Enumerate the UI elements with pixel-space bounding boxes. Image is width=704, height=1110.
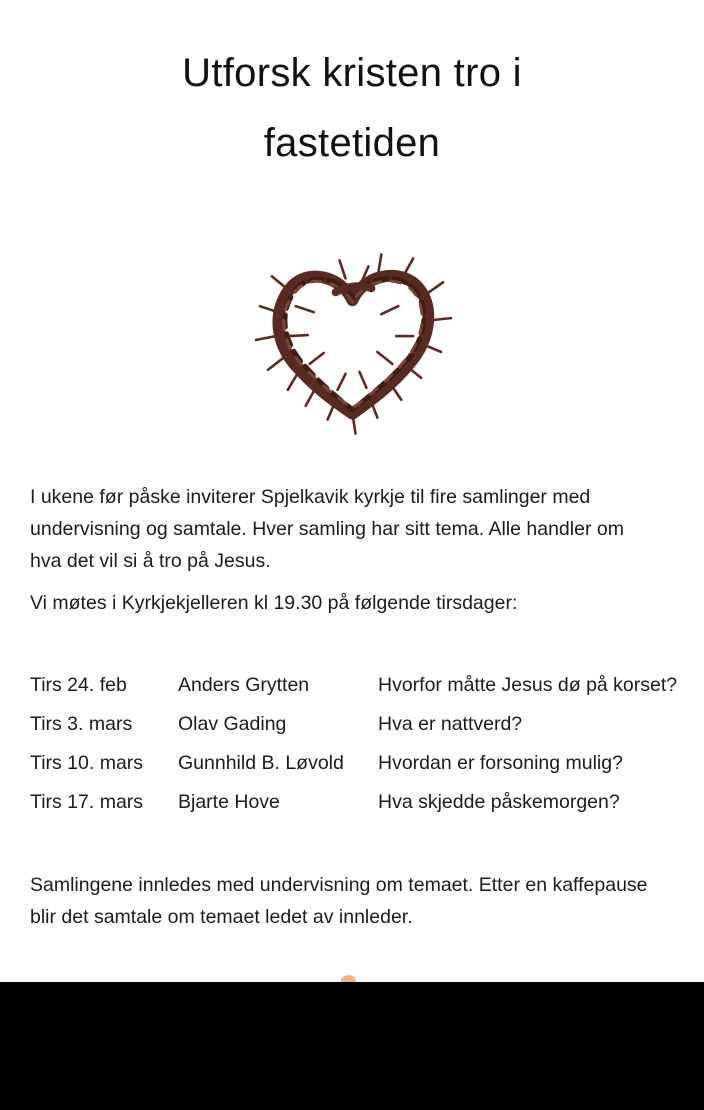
heart-of-thorns-svg	[250, 248, 455, 440]
schedule-topic: Hvorfor måtte Jesus dø på korset?	[378, 674, 678, 696]
page-title	[0, 38, 704, 178]
schedule-speaker: Bjarte Hove	[178, 791, 280, 813]
intro-paragraph: I ukene før påske inviterer Spjelkavik kyrkje til fire samlinger med undervisning og samtale. Hver samling har sitt tema. Alle handler om hva det vil si å tro på Jesus.	[30, 486, 624, 572]
heart-of-thorns-image	[250, 248, 455, 440]
schedule-topic: Hva skjedde påskemorgen?	[378, 791, 620, 813]
schedule-speaker: Anders Grytten	[178, 674, 310, 696]
schedule-date: Tirs 3. mars	[30, 713, 133, 735]
schedule-speaker: Gunnhild B. Løvold	[178, 752, 344, 774]
footer-black-bar	[0, 982, 704, 1110]
outro-paragraph: Samlingene innledes med undervisning om temaet. Etter en kaffepause blir det samtale om temaet ledet av innleder.	[30, 874, 648, 928]
schedule-date: Tirs 24. feb	[30, 674, 127, 696]
meeting-info-paragraph: Vi møtes i Kyrkjekjelleren kl 19.30 på følgende tirsdager:	[30, 592, 518, 614]
schedule-row	[30, 705, 690, 744]
schedule-table	[30, 666, 690, 822]
page-title-line-2: fastetiden	[263, 121, 441, 165]
page-title-line-1: Utforsk kristen tro i	[182, 51, 522, 95]
schedule-row	[30, 744, 690, 783]
schedule-row	[30, 783, 690, 822]
schedule-row	[30, 666, 690, 705]
schedule-date: Tirs 10. mars	[30, 752, 144, 774]
schedule-topic: Hva er nattverd?	[378, 713, 523, 735]
schedule-topic: Hvordan er forsoning mulig?	[378, 752, 623, 774]
schedule-date: Tirs 17. mars	[30, 791, 144, 813]
schedule-speaker: Olav Gading	[178, 713, 287, 735]
